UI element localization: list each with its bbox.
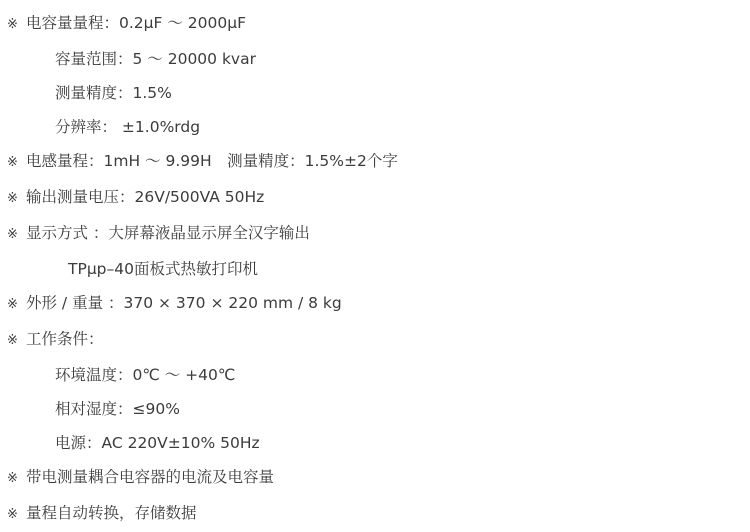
bullet-marker-icon: ※: [7, 227, 18, 242]
spec-line-text: 量程自动转换，存储数据: [26, 504, 197, 522]
spec-line-text: 工作条件：: [26, 330, 104, 348]
bullet-marker-icon: ※: [7, 191, 18, 206]
spec-line: [0, 358, 750, 392]
spec-line: [0, 496, 750, 532]
spec-line: [0, 460, 750, 496]
bullet-marker-icon: ※: [7, 17, 18, 32]
spec-line-text: 电感量程：1mH ～ 9.99H 测量精度：1.5%±2个字: [26, 152, 398, 170]
spec-line: [0, 286, 750, 322]
spec-line-text: 容量范围：5 ～ 20000 kvar: [55, 50, 256, 68]
spec-line: [0, 76, 750, 110]
spec-line-text: 电源：AC 220V±10% 50Hz: [55, 434, 260, 452]
bullet-marker-icon: ※: [7, 333, 18, 348]
spec-line-text: TPμp–40面板式热敏打印机: [68, 260, 258, 278]
spec-line-text: 环境温度：0℃ ～ +40℃: [55, 366, 236, 384]
spec-line: [0, 426, 750, 460]
spec-line: [0, 42, 750, 76]
spec-line: [0, 252, 750, 286]
spec-line-text: 分辨率： ±1.0%rdg: [55, 118, 201, 136]
spec-line: [0, 110, 750, 144]
spec-line: [0, 216, 750, 252]
spec-line: [0, 322, 750, 358]
spec-line-text: 带电测量耦合电容器的电流及电容量: [26, 468, 275, 486]
spec-line: [0, 392, 750, 426]
bullet-marker-icon: ※: [7, 471, 18, 486]
spec-line: [0, 6, 750, 42]
spec-line: [0, 180, 750, 216]
spec-line-text: 显示方式 ：大屏幕液晶显示屏全汉字输出: [26, 224, 310, 242]
spec-line-text: 电容量量程：0.2μF ～ 2000μF: [26, 14, 247, 32]
spec-line-text: 测量精度：1.5%: [55, 84, 172, 102]
bullet-marker-icon: ※: [7, 297, 18, 312]
spec-line-text: 输出测量电压：26V/500VA 50Hz: [26, 188, 265, 206]
bullet-marker-icon: ※: [7, 507, 18, 522]
spec-line-text: 相对湿度：≤90%: [55, 400, 180, 418]
spec-line: [0, 144, 750, 180]
bullet-marker-icon: ※: [7, 155, 18, 170]
spec-line-text: 外形 / 重量 ：370 × 370 × 220 mm / 8 kg: [26, 294, 342, 312]
